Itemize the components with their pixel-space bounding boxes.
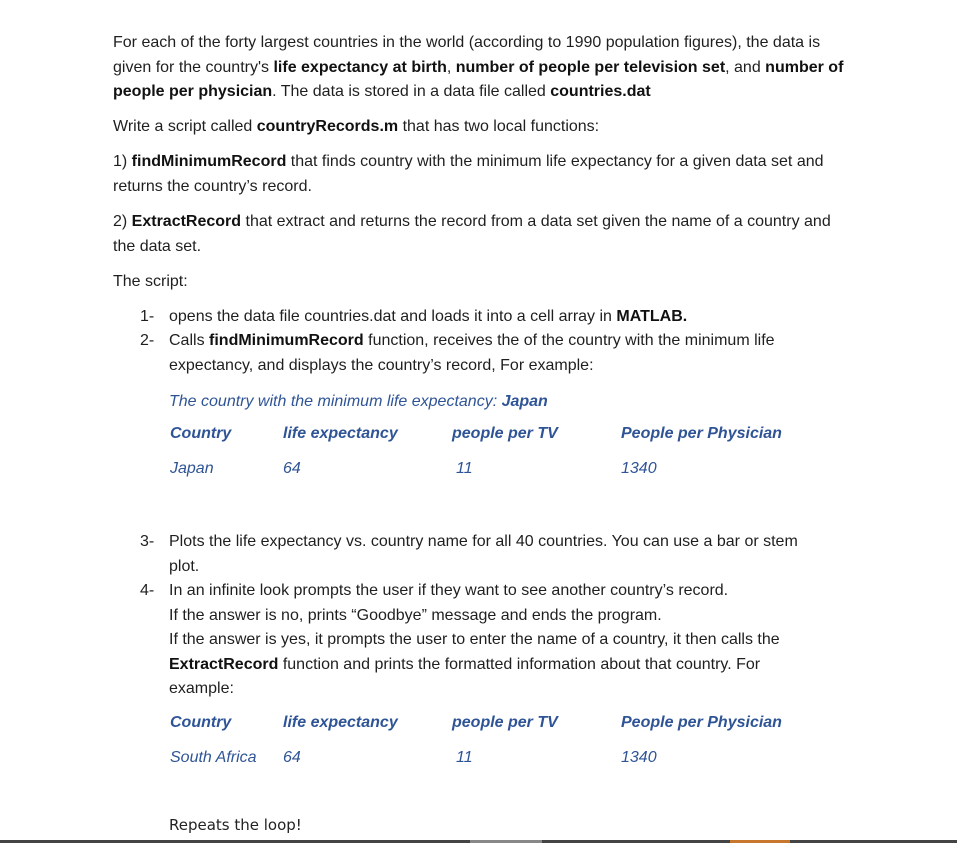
example-1-caption: The country with the minimum life expectancy: Japan [169, 393, 548, 410]
script-label: The script: [113, 273, 188, 290]
example-2-header-life: life expectancy [283, 714, 398, 731]
step-number: 4- [140, 582, 155, 599]
repeat-loop-note: Repeats the loop! [169, 816, 302, 834]
example-2-header-country: Country [170, 714, 232, 731]
function-2-description: 2) ExtractRecord that extract and returns the record from a data set given the name of a country and the data set. [113, 213, 831, 255]
example-2-header-tv: people per TV [452, 714, 558, 731]
example-1-cell-tv: 11 [456, 460, 473, 477]
example-1-cell-physician: 1340 [621, 460, 657, 477]
example-1-cell-life: 64 [283, 460, 301, 477]
step-4-line-1: In an infinite look prompts the user if they want to see another country’s record. [169, 582, 729, 599]
step-4-line-2: If the answer is no, prints “Goodbye” message and ends the program. [169, 606, 662, 624]
example-1-header-country: Country [170, 425, 232, 442]
step-4-line-3: If the answer is yes, it prompts the user to enter the name of a country, it then calls the ExtractRecord function and prints the formatted information about that country. For example: [169, 631, 780, 697]
example-1-header-physician: People per Physician [621, 425, 782, 442]
example-1-cell-country: Japan [170, 460, 214, 477]
example-2-cell-tv: 11 [456, 749, 473, 766]
step-2: Calls findMinimumRecord function, receives the of the country with the minimum life expectancy, and displays the country’s record, For example: [169, 332, 775, 374]
step-number: 3- [140, 533, 155, 550]
example-1-header-tv: people per TV [452, 425, 558, 442]
example-1-header-life: life expectancy [283, 425, 398, 442]
write-instruction: Write a script called countryRecords.m that has two local functions: [113, 118, 600, 135]
step-1: opens the data file countries.dat and loads it into a cell array in MATLAB. [169, 308, 688, 325]
intro-paragraph: For each of the forty largest countries in the world (according to 1990 population figures), the data is given for the country's life expectancy at birth, number of people per television set, and number of people per physician. The data is stored in a data file called countries.dat [113, 34, 844, 100]
step-3: Plots the life expectancy vs. country name for all 40 countries. You can use a bar or stem plot. [169, 533, 798, 575]
step-number: 1- [140, 308, 155, 325]
example-2-cell-life: 64 [283, 749, 301, 766]
step-number: 2- [140, 332, 155, 349]
example-2-header-physician: People per Physician [621, 714, 782, 731]
function-1-description: 1) findMinimumRecord that finds country with the minimum life expectancy for a given data set and returns the country’s record. [113, 153, 824, 195]
example-2-cell-physician: 1340 [621, 749, 657, 766]
step-4 [169, 579, 809, 702]
example-2-cell-country: South Africa [170, 749, 257, 766]
